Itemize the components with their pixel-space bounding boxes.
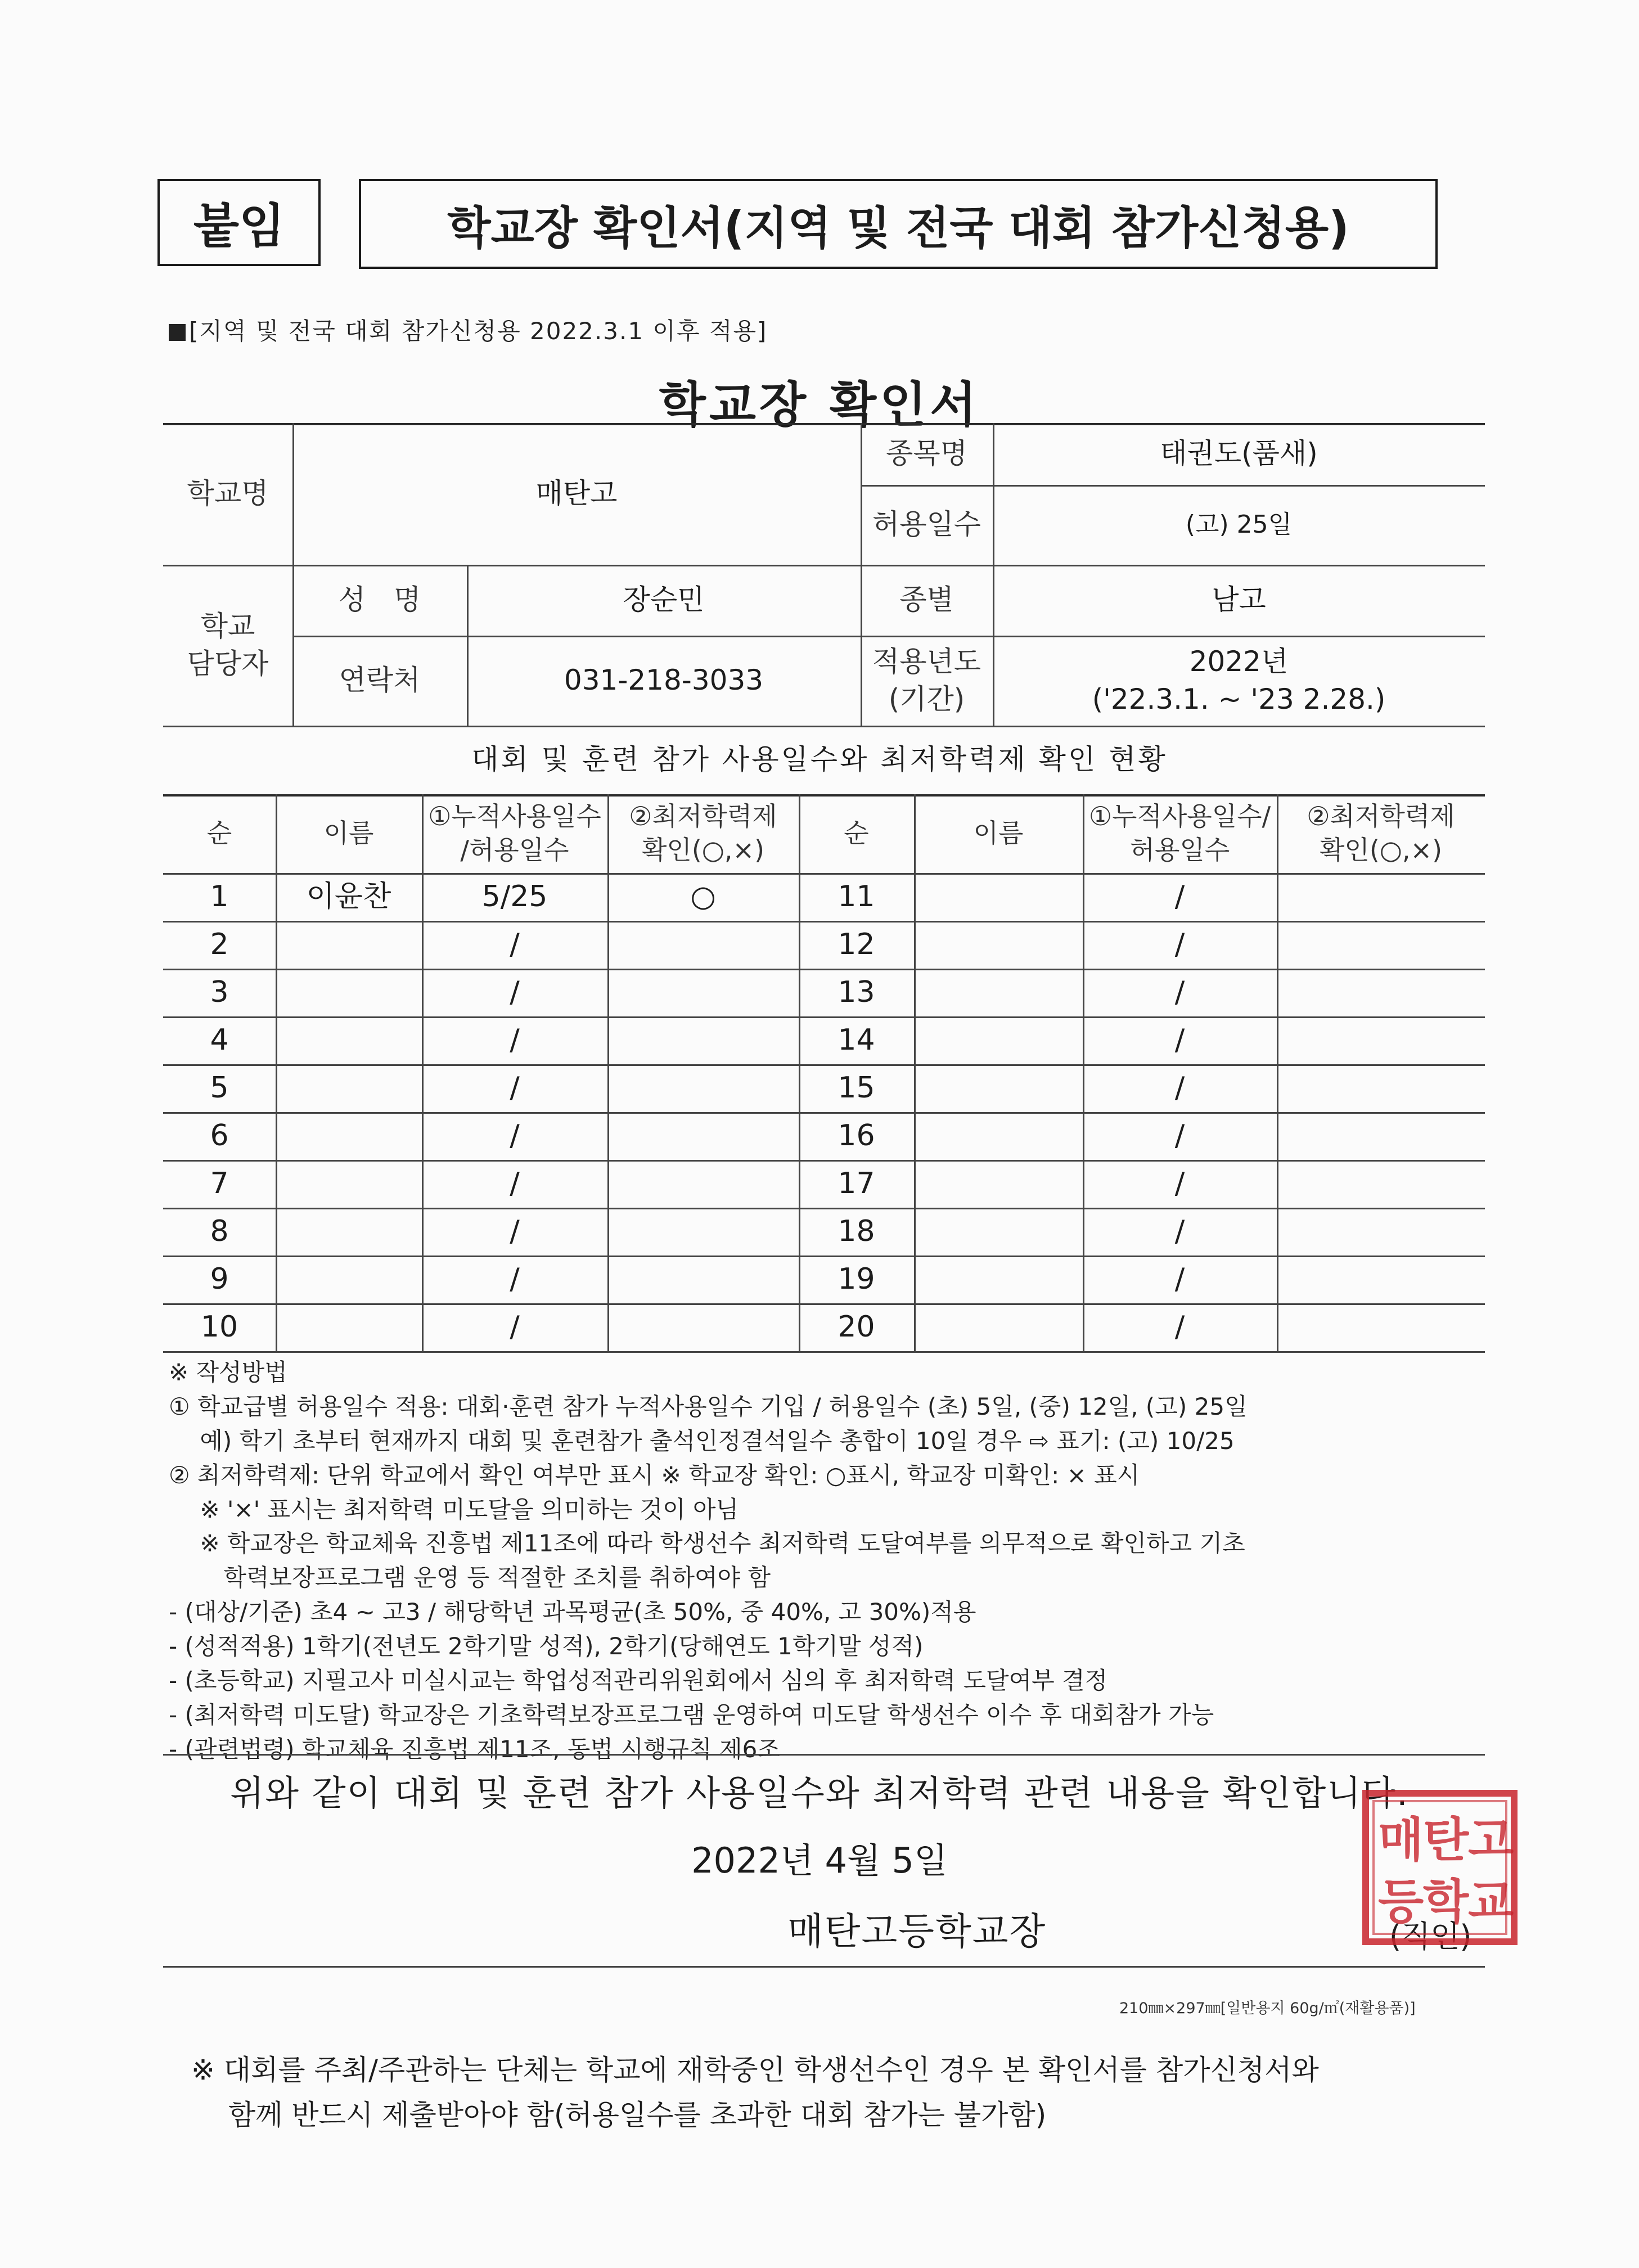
svg-text:등: 등	[1378, 1874, 1424, 1929]
table-cell-days: /	[510, 1214, 520, 1248]
table-cell-no: 16	[837, 1118, 875, 1153]
note-line: - (초등학교) 지필고사 미실시교는 학업성적관리위원회에서 심의 후 최저학력 도달여부 결정	[169, 1667, 1108, 1695]
bottom-rule	[163, 1966, 1485, 1968]
table-cell-days: /	[1174, 1214, 1185, 1248]
table-line	[163, 1256, 1485, 1257]
table-cell-name	[276, 1208, 422, 1256]
table-cell-name	[276, 1064, 422, 1112]
table-cell-check	[607, 1303, 799, 1351]
svg-text:학: 학	[1423, 1874, 1469, 1929]
col-min-header-line1: ②최저학력제	[629, 801, 777, 832]
table-cell-days: /	[510, 1070, 520, 1105]
attachment-label: 붙임	[157, 179, 321, 266]
table-line	[163, 969, 1485, 970]
table-cell-days: /	[1174, 1023, 1185, 1057]
table-line	[1277, 794, 1278, 1351]
confirmation-text: 위와 같이 대회 및 훈련 참가 사용일수와 최저학력 관련 내용을 확인합니다.	[230, 1772, 1409, 1814]
paper-spec: 210㎜×297㎜[일반용지 60g/㎡(재활용품)]	[1119, 2000, 1416, 2017]
sport-label: 종목명	[886, 437, 967, 470]
note-line: - (성적적용) 1학기(전년도 2학기말 성적), 2학기(당해연도 1학기말 성적)	[169, 1632, 924, 1660]
table-cell-name	[914, 1208, 1083, 1256]
table-cell-name	[276, 1303, 422, 1351]
note-line: ② 최저학력제: 단위 학교에서 확인 여부만 표시 ※ 학교장 확인: ○표시, 학교장 미확인: × 표시	[169, 1461, 1140, 1489]
table-cell-name	[914, 1160, 1083, 1208]
svg-text:탄: 탄	[1423, 1812, 1469, 1868]
table-cell-check	[1277, 1208, 1485, 1256]
category-label: 종별	[899, 583, 954, 616]
table-line	[163, 1303, 1485, 1305]
contact-label: 연락처	[339, 664, 421, 697]
table-cell-name	[914, 1016, 1083, 1064]
table-cell-no: 7	[210, 1166, 229, 1200]
table-line	[163, 921, 1485, 922]
table-cell-days: /	[1174, 879, 1185, 914]
table-cell-days: /	[1174, 1310, 1185, 1344]
table-line	[163, 1112, 1485, 1114]
table-cell-name: 이윤찬	[306, 879, 391, 914]
school-name: 매탄고	[535, 477, 618, 510]
col-no-header: 순	[206, 818, 232, 849]
note-line: ※ '×' 표시는 최저학력 미도달을 의미하는 것이 아님	[169, 1495, 739, 1523]
col-name-header-right: 이름	[973, 818, 1024, 849]
school-name-label: 학교명	[187, 477, 269, 510]
table-cell-check	[1277, 1064, 1485, 1112]
svg-text:교: 교	[1468, 1874, 1514, 1929]
col-days-header-line1: ①누적사용일수	[428, 801, 601, 832]
bottom-note-line: 함께 반드시 제출받아야 함(허용일수를 초과한 대회 참가는 불가함)	[191, 2099, 1047, 2131]
table-cell-no: 13	[837, 975, 875, 1009]
col-days-header-right-line1: ①누적사용일수/	[1088, 801, 1271, 832]
name-label: 성 명	[338, 583, 421, 616]
table-cell-days: /	[510, 1166, 520, 1200]
table-cell-check	[607, 1256, 799, 1303]
year-value: 2022년	[1189, 645, 1289, 678]
table-cell-days: /	[1174, 1118, 1185, 1153]
table-cell-no: 1	[210, 879, 229, 914]
note-line: - (최저학력 미도달) 학교장은 기초학력보장프로그램 운영하여 미도달 학생선수 이수 후 대회참가 가능	[169, 1700, 1214, 1729]
table-line	[607, 794, 609, 1351]
table-line	[799, 794, 800, 1351]
table-cell-days: /	[510, 1262, 520, 1296]
table-cell-days: /	[510, 1118, 520, 1153]
table-cell-check	[607, 1016, 799, 1064]
year	[993, 636, 1485, 726]
table-cell-check: ○	[690, 879, 716, 914]
table-cell-days: /	[510, 1023, 520, 1057]
note-line: - (대상/기준) 초4 ~ 고3 / 해당학년 과목평균(초 50%, 중 40%, 고 30%)적용	[169, 1598, 976, 1626]
category: 남고	[1212, 583, 1266, 616]
table-cell-check	[607, 1112, 799, 1160]
table-cell-check	[1277, 969, 1485, 1016]
table-line	[163, 1208, 1485, 1209]
writing-instructions	[169, 1356, 1519, 1767]
table-cell-no: 17	[837, 1166, 875, 1200]
table-cell-no: 15	[837, 1070, 875, 1105]
table-cell-days: /	[1174, 1262, 1185, 1296]
principal-name: 매탄고등학교장	[787, 1910, 1047, 1953]
square-bullet-icon	[169, 324, 186, 341]
col-min-header-right-line1: ②최저학력제	[1307, 801, 1455, 832]
staff-name: 장순민	[623, 583, 705, 616]
table-line	[163, 873, 1485, 875]
col-days-header	[422, 794, 607, 873]
table-cell-name	[914, 873, 1083, 921]
table-cell-check	[1277, 873, 1485, 921]
section-title: 대회 및 훈련 참가 사용일수와 최저학력제 확인 현황	[471, 743, 1168, 776]
table-cell-days: /	[510, 975, 520, 1009]
col-min-header-right-line2: 확인(○,×)	[1319, 835, 1443, 865]
table-cell-no: 8	[210, 1214, 229, 1248]
contact: 031-218-3033	[564, 664, 764, 697]
col-days-header-line2: /허용일수	[460, 835, 569, 865]
table-cell-name	[276, 1112, 422, 1160]
table-line	[914, 794, 916, 1351]
table-line	[276, 794, 277, 1351]
table-cell-days: /	[1174, 1070, 1185, 1105]
table-cell-name	[914, 1303, 1083, 1351]
col-days-header-right-line2: 허용일수	[1129, 835, 1230, 865]
table-cell-check	[1277, 1016, 1485, 1064]
table-cell-no: 4	[210, 1023, 229, 1057]
bottom-note-line: ※ 대회를 주최/주관하는 단체는 학교에 재학중인 학생선수인 경우 본 확인서를 참가신청서와	[191, 2054, 1319, 2086]
table-cell-no: 3	[210, 975, 229, 1009]
table-line	[1083, 794, 1084, 1351]
table-cell-no: 19	[837, 1262, 875, 1296]
table-cell-no: 20	[837, 1310, 875, 1344]
table-cell-name	[276, 1256, 422, 1303]
date: 2022년 4월 5일	[691, 1840, 948, 1881]
col-name-header: 이름	[323, 818, 374, 849]
table-cell-days: 5/25	[481, 879, 548, 914]
svg-text:고: 고	[1468, 1812, 1514, 1868]
table-cell-check	[1277, 1112, 1485, 1160]
table-cell-no: 9	[210, 1262, 229, 1296]
table-cell-check	[1277, 921, 1485, 969]
col-min-header	[607, 794, 799, 873]
header-title: 학교장 확인서(지역 및 전국 대회 참가신청용)	[359, 179, 1438, 269]
allowed-days: (고) 25일	[1185, 510, 1293, 539]
table-cell-days: /	[1174, 1166, 1185, 1200]
table-cell-check	[607, 1064, 799, 1112]
school-seal-stamp	[1361, 1789, 1519, 1946]
table-line	[163, 1064, 1485, 1066]
table-line	[163, 1160, 1485, 1162]
notice	[169, 313, 767, 346]
table-cell-days: /	[1174, 975, 1185, 1009]
seal-label: (직인)	[1389, 1919, 1472, 1954]
table-cell-name	[276, 921, 422, 969]
note-line: ※ 학교장은 학교체육 진흥법 제11조에 따라 학생선수 최저학력 도달여부를 의무적으로 확인하고 기초	[169, 1529, 1245, 1558]
table-cell-name	[914, 1112, 1083, 1160]
document-title: 학교장 확인서	[659, 377, 980, 433]
table-cell-name	[276, 969, 422, 1016]
table-cell-name	[914, 969, 1083, 1016]
submission-note	[191, 2048, 1541, 2138]
note-line: - (관련법령) 학교체육 진흥법 제11조, 동법 시행규칙 제6조	[169, 1735, 780, 1763]
staff-label-line1: 학교	[200, 609, 255, 642]
year-label-line1: 적용년도	[872, 645, 981, 678]
col-min-header-right	[1277, 794, 1485, 873]
table-cell-days: /	[1174, 927, 1185, 961]
table-cell-no: 2	[210, 927, 229, 961]
table-cell-name	[914, 921, 1083, 969]
period-value: ('22.3.1. ~ '23 2.28.)	[1092, 683, 1386, 716]
col-days-header-right	[1083, 794, 1277, 873]
staff-label-line2: 담당자	[187, 647, 269, 680]
table-cell-no: 12	[837, 927, 875, 961]
year-label	[861, 636, 993, 726]
table-cell-days: /	[510, 927, 520, 961]
note-line: ① 학교급별 허용일수 적용: 대회·훈련 참가 누적사용일수 기입 / 허용일수 (초) 5일, (중) 12일, (고) 25일	[169, 1392, 1248, 1420]
col-no-header-right: 순	[844, 818, 869, 849]
table-cell-no: 5	[210, 1070, 229, 1105]
table-cell-name	[276, 1016, 422, 1064]
note-line: 학력보장프로그램 운영 등 적절한 조치를 취하여야 함	[169, 1564, 771, 1592]
table-cell-name	[914, 1256, 1083, 1303]
table-cell-check	[607, 1208, 799, 1256]
table-cell-check	[607, 1160, 799, 1208]
svg-text:매: 매	[1378, 1812, 1424, 1868]
table-line	[163, 794, 1485, 796]
allowed-days-label: 허용일수	[872, 508, 981, 541]
table-line	[163, 1016, 1485, 1018]
table-cell-no: 10	[200, 1310, 238, 1344]
table-cell-days: /	[510, 1310, 520, 1344]
table-cell-no: 18	[837, 1214, 875, 1248]
sport: 태권도(품새)	[1160, 437, 1318, 470]
table-cell-name	[276, 1160, 422, 1208]
table-line	[163, 1351, 1485, 1353]
table-cell-check	[1277, 1303, 1485, 1351]
table-cell-check	[1277, 1160, 1485, 1208]
year-label-line2: (기간)	[888, 683, 965, 716]
table-cell-check	[607, 969, 799, 1016]
table-cell-no: 14	[837, 1023, 875, 1057]
note-line: ※ 작성방법	[169, 1358, 287, 1386]
table-line	[422, 794, 424, 1351]
table-cell-no: 6	[210, 1118, 229, 1153]
col-min-header-line2: 확인(○,×)	[641, 835, 765, 865]
table-cell-no: 11	[837, 879, 875, 914]
confirm-rule	[163, 1754, 1485, 1756]
table-cell-check	[607, 921, 799, 969]
staff-label	[163, 565, 292, 726]
table-cell-name	[914, 1064, 1083, 1112]
notice-text: [지역 및 전국 대회 참가신청용 2022.3.1 이후 적용]	[189, 317, 768, 345]
table-cell-check	[1277, 1256, 1485, 1303]
note-line: 예) 학기 초부터 현재까지 대회 및 훈련참가 출석인정결석일수 총합이 10일 경우 ⇨ 표기: (고) 10/25	[169, 1426, 1235, 1455]
